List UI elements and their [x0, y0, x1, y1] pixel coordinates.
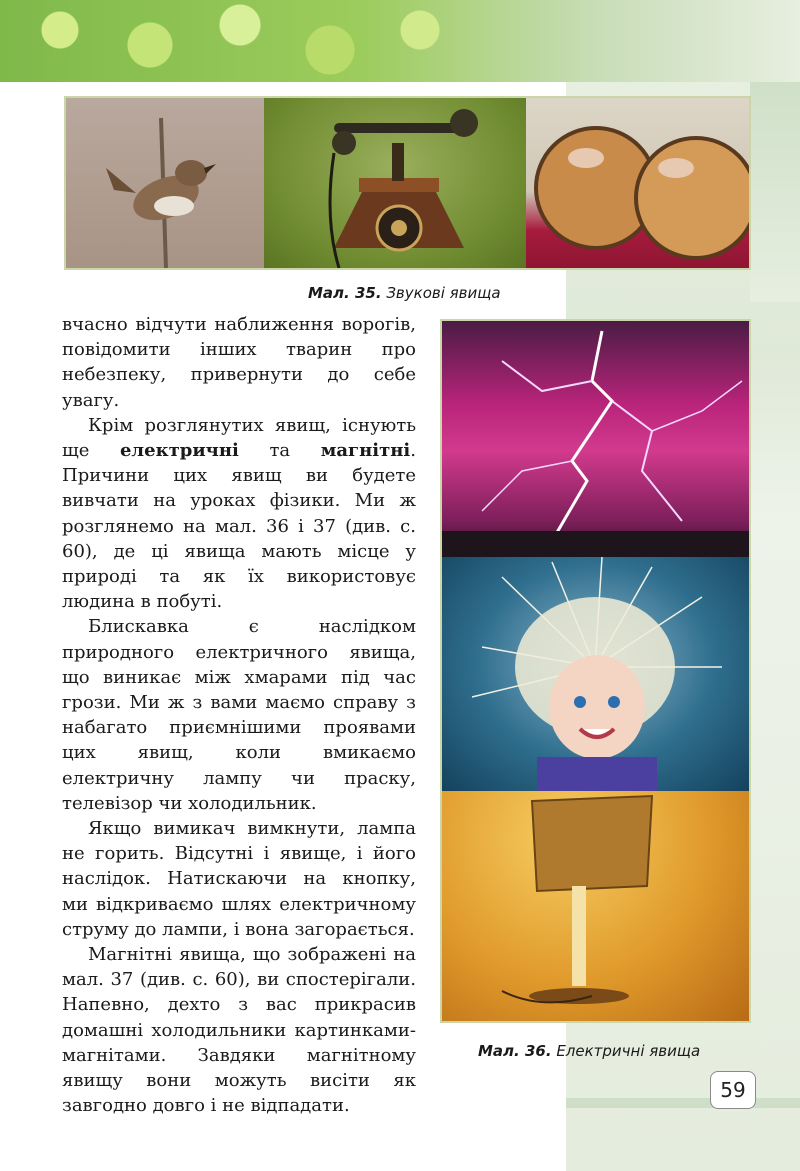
paragraph-1: вчасно відчути наближення ворогів, повідомити інших тварин про небезпеку, привернути до себе увагу.: [62, 314, 416, 411]
bandura-players-photo: [526, 98, 749, 268]
lamp-photo: [442, 791, 749, 1023]
figure-36-label: Мал. 36.: [478, 1042, 552, 1060]
paragraph-3: Блискавка є наслідком природного електричного явища, що виникає між хмарами під час грози. Ми ж з вами маємо справу з набагато приємнішими проявами цих явищ, коли вмикаємо електричну лампу чи праску, телевізор чи холодильник.: [62, 616, 416, 814]
figure-36-caption: [478, 1042, 700, 1060]
paragraph-2: [62, 413, 416, 615]
top-decorative-banner: [0, 0, 800, 82]
p2-text-d: . Причини цих явищ ви будете вивчати на уроках фізики. Ми ж розглянемо на мал. 36 і 37 (див. с. 60), де ці явища мають місце у природі та як їх використовує людина в побуті.: [62, 440, 416, 613]
right-margin-accent: [750, 82, 800, 302]
page-number: 59: [710, 1071, 756, 1109]
figure-35-caption: [308, 284, 501, 302]
static-hair-girl-photo: [442, 557, 749, 791]
figure-36-title: Електричні явища: [556, 1042, 701, 1060]
term-magnetic: магнітні: [320, 440, 411, 462]
lightning-photo: [442, 321, 749, 557]
figure-36-photos: [440, 319, 751, 1023]
p2-text-a: Крім розглянутих явищ, існують ще: [62, 414, 416, 462]
term-electric: електричні: [119, 440, 239, 462]
body-text: [62, 312, 416, 1119]
bird-photo: [66, 98, 264, 268]
paragraph-4: Якщо вимикач вимкнути, лампа не горить. Відсутні і явище, і його наслідок. Натискаючи на кнопку, ми відкриваємо шлях електричному струму до лампи, і вона загорається.: [62, 818, 416, 940]
figure-35-photos: [64, 96, 751, 270]
figure-35-label: Мал. 35.: [308, 284, 382, 302]
figure-35-title: Звукові явища: [386, 284, 501, 302]
telephone-photo: [264, 98, 526, 268]
page-number-strip: [566, 1098, 800, 1108]
paragraph-5: Магнітні явища, що зображені на мал. 37 (див. с. 60), ви спостерігали. Напевно, дехто з вас прикрасив домашні холодильники картинками-магнітами. Завдяки магнітному явищу вони можуть висіти як завгодно довго і не відпадати.: [62, 944, 416, 1117]
p2-text-c: та: [238, 440, 321, 462]
